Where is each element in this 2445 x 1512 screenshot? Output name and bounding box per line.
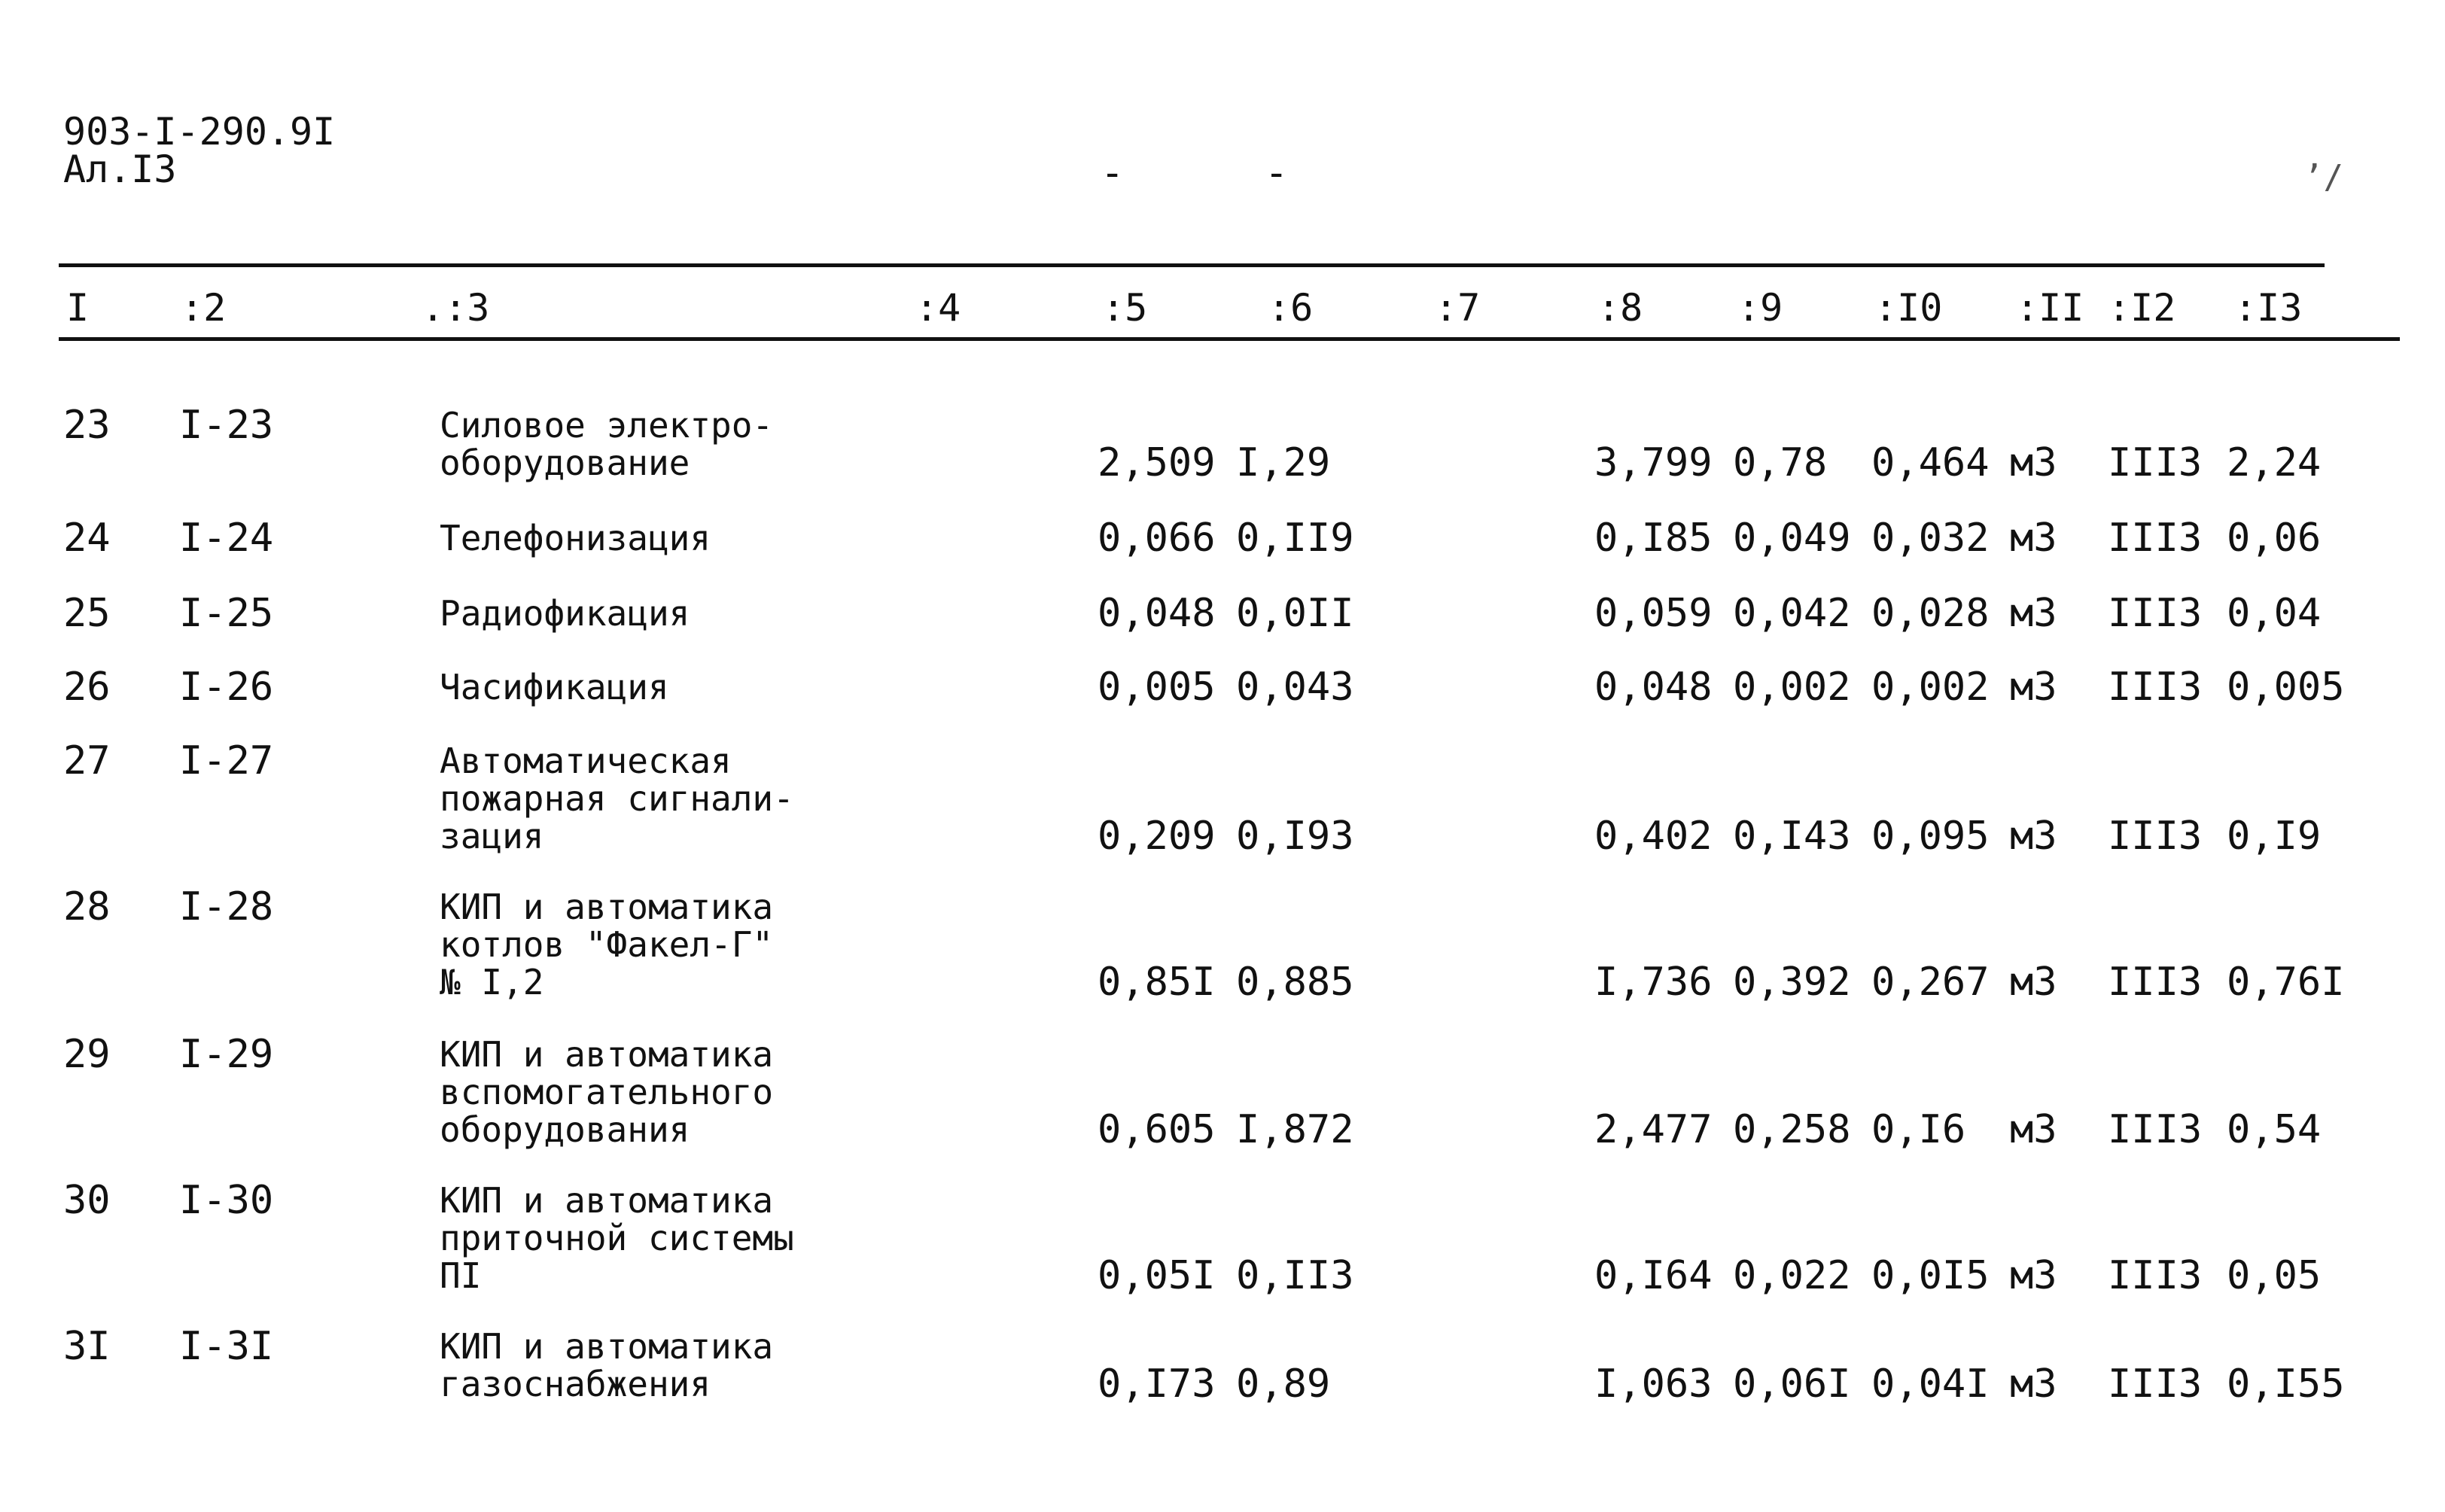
cell-code: I-30 xyxy=(179,1178,274,1223)
cell-c8: 0,I64 xyxy=(1594,1253,1713,1298)
cell-unit: м3 xyxy=(2010,440,2057,485)
header-dash-1: - xyxy=(1101,151,1125,196)
cell-c5: 0,048 xyxy=(1098,591,1216,636)
header-dash-2: - xyxy=(1265,151,1289,196)
cell-code: I-29 xyxy=(179,1032,274,1077)
cell-unit: м3 xyxy=(2010,516,2057,561)
column-header-2: :2 xyxy=(181,286,227,330)
header-underline xyxy=(59,337,2400,341)
cell-c5: 2,509 xyxy=(1098,440,1216,485)
cell-name xyxy=(440,595,690,632)
cell-c8: 0,059 xyxy=(1594,591,1713,636)
name-line: газоснабжения xyxy=(440,1364,711,1404)
name-line: Радиофикация xyxy=(440,593,690,634)
column-header-1: I xyxy=(66,286,90,330)
cell-unit: м3 xyxy=(2010,665,2057,710)
sheet-number: Ал.I3 xyxy=(63,148,177,191)
cell-c5: 0,605 xyxy=(1098,1107,1216,1152)
cell-c6: 0,885 xyxy=(1236,960,1354,1005)
cell-code: I-3I xyxy=(179,1324,274,1369)
column-header-13: :I3 xyxy=(2234,286,2303,330)
column-header-9: :9 xyxy=(1737,286,1783,330)
cell-c6: I,872 xyxy=(1236,1107,1354,1152)
cell-c12: III3 xyxy=(2108,1253,2203,1298)
name-line: Силовое электро- xyxy=(440,405,774,446)
cell-c10: 0,0I5 xyxy=(1871,1253,1990,1298)
cell-c5: 0,066 xyxy=(1098,516,1216,561)
cell-c10: 0,267 xyxy=(1871,960,1990,1005)
cell-n: 23 xyxy=(63,403,111,448)
cell-c13: 0,005 xyxy=(2227,665,2345,710)
cell-c9: 0,06I xyxy=(1733,1361,1851,1407)
cell-c9: 0,042 xyxy=(1733,591,1851,636)
document-code: 903-I-290.9I xyxy=(63,110,336,154)
name-line: пожарная сигнали- xyxy=(440,778,794,819)
cell-name xyxy=(440,1182,794,1294)
name-line: приточной системы xyxy=(440,1218,794,1258)
cell-c12: III3 xyxy=(2108,665,2203,710)
name-line: КИП и автоматика xyxy=(440,1326,774,1367)
corner-mark: ʼ/ xyxy=(2303,158,2343,196)
cell-c10: 0,I6 xyxy=(1871,1107,1966,1152)
cell-n: 3I xyxy=(63,1324,111,1369)
name-line: оборудование xyxy=(440,443,690,483)
column-header-10: :I0 xyxy=(1874,286,1943,330)
cell-n: 25 xyxy=(63,591,111,636)
cell-c10: 0,032 xyxy=(1871,516,1990,561)
cell-c9: 0,049 xyxy=(1733,516,1851,561)
cell-code: I-28 xyxy=(179,884,274,929)
cell-code: I-26 xyxy=(179,665,274,710)
cell-c10: 0,028 xyxy=(1871,591,1990,636)
cell-c5: 0,05I xyxy=(1098,1253,1216,1298)
name-line: котлов "Факел-Г" xyxy=(440,924,774,965)
cell-unit: м3 xyxy=(2010,1361,2057,1407)
cell-c10: 0,095 xyxy=(1871,814,1990,859)
cell-n: 28 xyxy=(63,884,111,929)
cell-c8: 0,I85 xyxy=(1594,516,1713,561)
cell-c13: 0,76I xyxy=(2227,960,2345,1005)
column-header-11: :II xyxy=(2016,286,2084,330)
cell-name xyxy=(440,519,711,557)
cell-c6: 0,0II xyxy=(1236,591,1354,636)
cell-c5: 0,I73 xyxy=(1098,1361,1216,1407)
cell-c5: 0,85I xyxy=(1098,960,1216,1005)
cell-unit: м3 xyxy=(2010,814,2057,859)
cell-c6: 0,II3 xyxy=(1236,1253,1354,1298)
top-rule xyxy=(59,263,2325,267)
column-header-5: :5 xyxy=(1102,286,1148,330)
cell-c6: 0,89 xyxy=(1236,1361,1331,1407)
cell-c12: III3 xyxy=(2108,1107,2203,1152)
cell-c10: 0,464 xyxy=(1871,440,1990,485)
cell-c13: 0,06 xyxy=(2227,516,2322,561)
cell-name xyxy=(440,888,773,1001)
name-line: зация xyxy=(440,816,544,856)
cell-n: 27 xyxy=(63,738,111,783)
cell-name xyxy=(440,1328,773,1403)
cell-c6: 0,043 xyxy=(1236,665,1354,710)
name-line: Автоматическая xyxy=(440,741,732,781)
cell-code: I-27 xyxy=(179,738,274,783)
column-header-3: .:3 xyxy=(422,286,490,330)
name-line: Телефонизация xyxy=(440,518,711,558)
cell-c9: 0,78 xyxy=(1733,440,1828,485)
cell-c12: III3 xyxy=(2108,516,2203,561)
cell-c5: 0,209 xyxy=(1098,814,1216,859)
cell-c6: I,29 xyxy=(1236,440,1331,485)
column-header-6: :6 xyxy=(1268,286,1314,330)
cell-c8: I,063 xyxy=(1594,1361,1713,1407)
cell-c13: 0,54 xyxy=(2227,1107,2322,1152)
cell-c10: 0,002 xyxy=(1871,665,1990,710)
cell-n: 29 xyxy=(63,1032,111,1077)
cell-c8: I,736 xyxy=(1594,960,1713,1005)
cell-c13: 0,I9 xyxy=(2227,814,2322,859)
name-line: оборудования xyxy=(440,1109,690,1150)
cell-c12: III3 xyxy=(2108,1361,2203,1407)
cell-code: I-23 xyxy=(179,403,274,448)
column-header-8: :8 xyxy=(1597,286,1643,330)
cell-c13: 0,05 xyxy=(2227,1253,2322,1298)
cell-c5: 0,005 xyxy=(1098,665,1216,710)
name-line: ПI xyxy=(440,1255,482,1296)
name-line: КИП и автоматика xyxy=(440,887,774,927)
name-line: вспомогательного xyxy=(440,1072,774,1112)
cell-c13: 0,04 xyxy=(2227,591,2322,636)
cell-c6: 0,I93 xyxy=(1236,814,1354,859)
cell-unit: м3 xyxy=(2010,1107,2057,1152)
name-line: КИП и автоматика xyxy=(440,1034,774,1075)
name-line: № I,2 xyxy=(440,962,544,1002)
cell-c9: 0,002 xyxy=(1733,665,1851,710)
cell-c13: 2,24 xyxy=(2227,440,2322,485)
column-header-7: :7 xyxy=(1435,286,1481,330)
cell-c9: 0,258 xyxy=(1733,1107,1851,1152)
cell-c8: 0,048 xyxy=(1594,665,1713,710)
cell-c13: 0,I55 xyxy=(2227,1361,2345,1407)
cell-c10: 0,04I xyxy=(1871,1361,1990,1407)
cell-c9: 0,022 xyxy=(1733,1253,1851,1298)
cell-name xyxy=(440,668,669,706)
cell-c12: III3 xyxy=(2108,814,2203,859)
cell-c8: 0,402 xyxy=(1594,814,1713,859)
cell-unit: м3 xyxy=(2010,1253,2057,1298)
cell-n: 26 xyxy=(63,665,111,710)
cell-name xyxy=(440,1036,773,1148)
cell-c6: 0,II9 xyxy=(1236,516,1354,561)
column-header-4: :4 xyxy=(915,286,961,330)
cell-code: I-24 xyxy=(179,516,274,561)
cell-c8: 3,799 xyxy=(1594,440,1713,485)
column-header-12: :I2 xyxy=(2108,286,2176,330)
name-line: Часификация xyxy=(440,667,669,707)
cell-c12: III3 xyxy=(2108,440,2203,485)
cell-c9: 0,I43 xyxy=(1733,814,1851,859)
cell-name xyxy=(440,742,794,855)
cell-name xyxy=(440,406,773,482)
name-line: КИП и автоматика xyxy=(440,1180,774,1221)
cell-n: 30 xyxy=(63,1178,111,1223)
cell-unit: м3 xyxy=(2010,591,2057,636)
cell-c8: 2,477 xyxy=(1594,1107,1713,1152)
cell-n: 24 xyxy=(63,516,111,561)
cell-code: I-25 xyxy=(179,591,274,636)
cell-c12: III3 xyxy=(2108,960,2203,1005)
cell-c12: III3 xyxy=(2108,591,2203,636)
cell-c9: 0,392 xyxy=(1733,960,1851,1005)
cell-unit: м3 xyxy=(2010,960,2057,1005)
